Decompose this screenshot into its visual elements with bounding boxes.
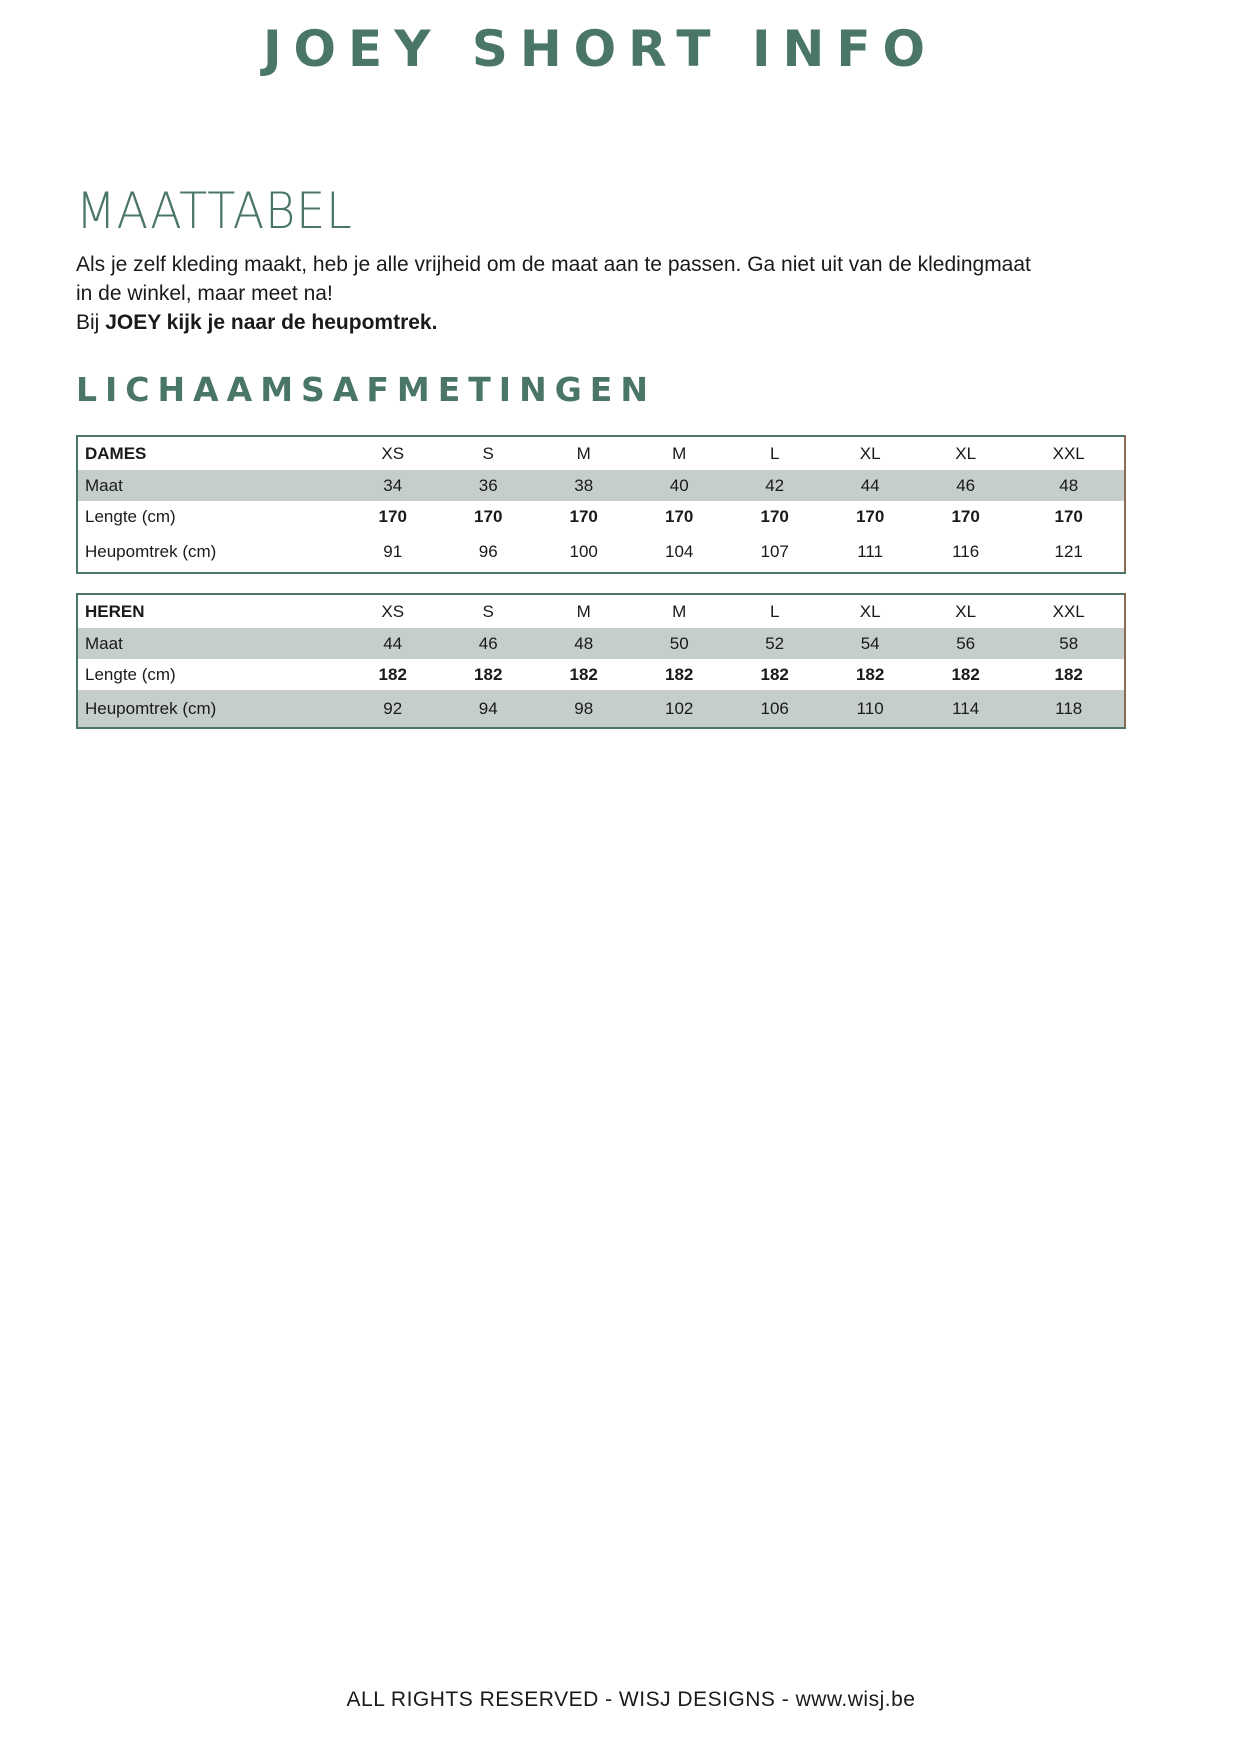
table-group-label: HEREN [85, 601, 145, 621]
size-header: S [482, 443, 494, 463]
intro-text [76, 250, 1076, 337]
table-cell: 170 [760, 506, 789, 526]
table-cell: 98 [536, 690, 631, 728]
table-cell: 182 [1054, 664, 1083, 684]
table-cell: 38 [536, 470, 631, 501]
size-header: XS [381, 443, 405, 463]
size-header: XXL [1052, 601, 1085, 621]
size-header: M [672, 443, 687, 463]
table-cell: 170 [378, 506, 407, 526]
table-row [77, 628, 1125, 659]
table-cell: 107 [760, 542, 789, 561]
measurements-heading: LICHAAMSAFMETINGEN [76, 370, 656, 409]
table-cell: 170 [1054, 506, 1083, 526]
intro-line-3-bold: JOEY kijk je naar de heupomtrek. [105, 311, 438, 334]
table-cell: 102 [631, 690, 726, 728]
row-label: Maat [77, 628, 345, 659]
table-cell: 96 [478, 542, 498, 561]
intro-line-2: in de winkel, maar meet na! [76, 282, 333, 305]
table-cell: 182 [855, 664, 885, 684]
size-header: M [672, 601, 687, 621]
footer-copyright: ALL RIGHTS RESERVED - WISJ DESIGNS - www.wisj.be [346, 1688, 916, 1711]
table-cell: 170 [569, 506, 598, 526]
table-cell: 91 [383, 542, 403, 561]
dames-size-table [76, 435, 1126, 574]
table-cell: 111 [857, 542, 884, 561]
intro-line-3-prefix: Bij [76, 311, 106, 334]
size-header: XL [955, 601, 977, 621]
table-cell: 182 [665, 664, 694, 684]
table-cell: 58 [1013, 628, 1125, 659]
row-label: Lengte (cm) [85, 664, 176, 684]
size-header: S [482, 601, 494, 621]
table-cell: 48 [1013, 470, 1125, 501]
table-cell: 44 [345, 628, 440, 659]
table-row [77, 501, 1125, 532]
size-header: M [576, 601, 591, 621]
table-cell: 56 [918, 628, 1013, 659]
table-cell: 46 [918, 470, 1013, 501]
table-cell: 182 [569, 664, 598, 684]
intro-line-1: Als je zelf kleding maakt, heb je alle vrijheid om de maat aan te passen. Ga niet uit van de kledingmaat [76, 253, 1031, 276]
size-header: XL [859, 443, 881, 463]
table-cell: 42 [727, 470, 822, 501]
size-header: XXL [1052, 443, 1085, 463]
table-row [77, 470, 1125, 501]
table-cell: 114 [918, 690, 1013, 728]
heren-size-table [76, 593, 1126, 729]
table-cell: 170 [855, 506, 885, 526]
table-cell: 92 [345, 690, 440, 728]
row-label: Lengte (cm) [85, 506, 176, 526]
section-title: MAATTABEL [76, 182, 353, 240]
size-header: XL [955, 443, 977, 463]
row-label: Heupomtrek (cm) [77, 690, 345, 728]
size-header: XL [859, 601, 881, 621]
table-cell: 34 [345, 470, 440, 501]
table-cell: 182 [378, 664, 407, 684]
table-cell: 182 [760, 664, 789, 684]
table-cell: 110 [822, 690, 917, 728]
row-label: Heupomtrek (cm) [85, 542, 217, 561]
table-header-row [77, 436, 1125, 470]
table-group-label: DAMES [85, 443, 147, 463]
intro-line-3 [76, 308, 1076, 337]
table-cell: 116 [952, 542, 980, 561]
table-cell: 170 [474, 506, 503, 526]
size-header: XS [381, 601, 405, 621]
size-header: L [769, 443, 780, 463]
table-cell: 40 [631, 470, 726, 501]
row-label: Maat [77, 470, 345, 501]
table-cell: 170 [951, 506, 980, 526]
table-cell: 46 [440, 628, 535, 659]
table-row [77, 690, 1125, 728]
table-cell: 182 [474, 664, 503, 684]
table-cell: 170 [665, 506, 694, 526]
table-row [77, 659, 1125, 690]
table-cell: 94 [440, 690, 535, 728]
table-cell: 44 [822, 470, 917, 501]
table-cell: 50 [631, 628, 726, 659]
table-cell: 100 [569, 542, 598, 561]
page-title: JOEY SHORT INFO [262, 20, 938, 78]
table-cell: 106 [727, 690, 822, 728]
table-cell: 36 [440, 470, 535, 501]
table-header-row [77, 594, 1125, 628]
size-header: L [769, 601, 780, 621]
table-cell: 104 [665, 542, 694, 561]
table-cell: 54 [822, 628, 917, 659]
table-row [77, 532, 1125, 573]
table-cell: 52 [727, 628, 822, 659]
size-header: M [576, 443, 591, 463]
table-cell: 48 [536, 628, 631, 659]
table-cell: 182 [951, 664, 980, 684]
table-cell: 121 [1054, 542, 1083, 561]
table-cell: 118 [1013, 690, 1125, 728]
